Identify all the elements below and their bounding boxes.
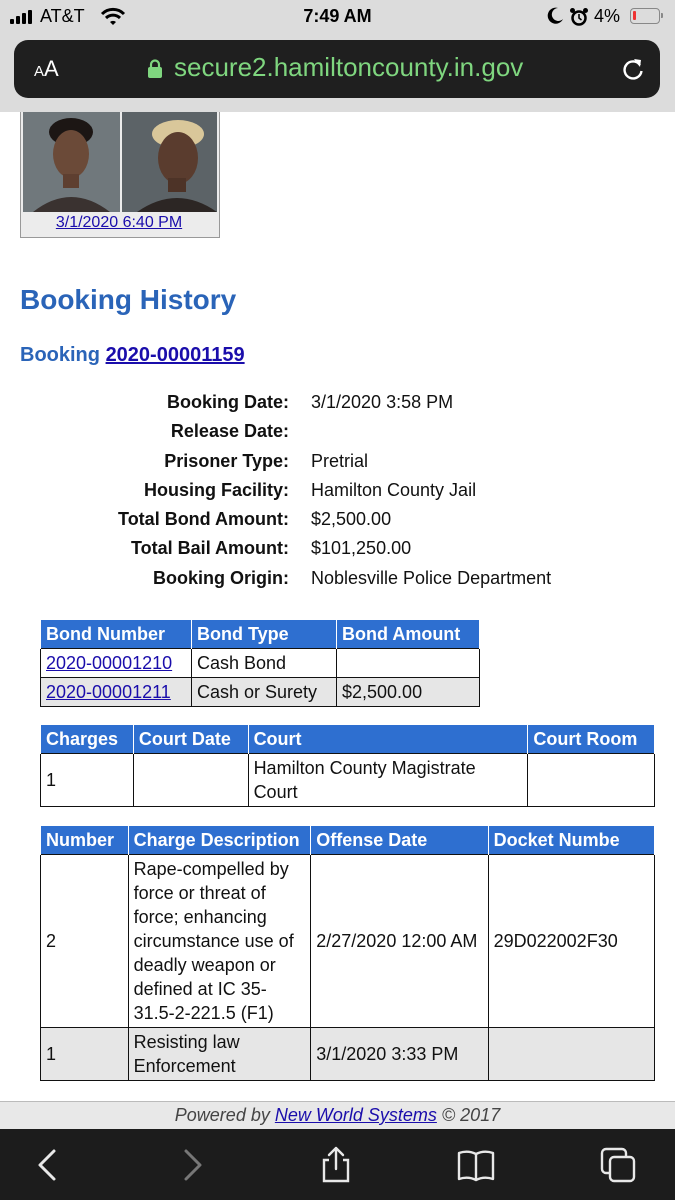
detail-label: Booking Origin: [153, 567, 289, 588]
detail-value: Hamilton County Jail [311, 479, 477, 500]
booking-label: Booking [20, 344, 100, 366]
column-header: Number [41, 826, 129, 855]
back-icon[interactable] [28, 1145, 68, 1185]
detail-value: 3/1/2020 3:58 PM [311, 392, 454, 412]
table-row [41, 855, 655, 1028]
booking-history-heading: Booking History [20, 284, 237, 315]
table-cell: Rape-compelled by force or threat of force; enhancing circumstance use of deadly weapon or defined at IC 35-31.5-2-221.5 (F1) [128, 855, 311, 1028]
column-header: Bond Number [41, 620, 192, 649]
table-header-row [41, 826, 655, 855]
table-header-row [41, 620, 480, 649]
table-cell: 1 [41, 1028, 129, 1081]
table-cell [41, 649, 192, 678]
copyright-text: © 2017 [441, 1105, 501, 1125]
bond-table [40, 619, 480, 707]
table-cell [337, 649, 480, 678]
vendor-link[interactable]: New World Systems [274, 1105, 437, 1125]
table-cell [528, 754, 655, 807]
browser-toolbar [0, 1129, 675, 1200]
table-row [41, 1028, 655, 1081]
table-row [41, 649, 480, 678]
mugshot-date-link[interactable]: 3/1/2020 6:40 PM [55, 214, 183, 231]
bond-number-link[interactable]: 2020-00001211 [46, 682, 171, 702]
detail-label: Total Bail Amount: [131, 538, 289, 559]
url-text[interactable]: secure2.hamiltoncounty.in.gov [174, 52, 524, 82]
table-header-row [41, 725, 655, 754]
detail-value: $2,500.00 [311, 509, 392, 530]
column-header: Court [248, 725, 528, 754]
table-cell [488, 1028, 654, 1081]
table-row [41, 678, 480, 707]
table-cell: $2,500.00 [337, 678, 480, 707]
table-cell: Resisting law Enforcement [128, 1028, 311, 1081]
column-header: Court Room [528, 725, 655, 754]
table-cell: 2/27/2020 12:00 AM [311, 855, 488, 1028]
offense-table [40, 825, 655, 1081]
charges-court-table [40, 724, 655, 807]
table-cell: Cash or Surety [192, 678, 337, 707]
table-cell: 3/1/2020 3:33 PM [311, 1028, 488, 1081]
powered-by-footer [0, 1101, 675, 1129]
table-cell: 1 [41, 754, 134, 807]
column-header: Court Date [133, 725, 248, 754]
column-header: Docket Numbe [488, 826, 654, 855]
share-icon[interactable] [316, 1145, 356, 1185]
table-cell: 29D022002F30 [488, 855, 654, 1028]
table-cell [133, 754, 248, 807]
column-header: Charge Description [128, 826, 311, 855]
column-header: Bond Type [192, 620, 337, 649]
column-header: Bond Amount [337, 620, 480, 649]
powered-by-text: Powered by [174, 1105, 270, 1125]
status-time: 7:49 AM [303, 6, 372, 26]
table-cell: Hamilton County Magistrate Court [248, 754, 528, 807]
detail-value: Noblesville Police Department [311, 567, 552, 588]
tabs-icon[interactable] [598, 1145, 638, 1185]
detail-value: Pretrial [311, 450, 369, 471]
detail-label: Total Bond Amount: [118, 509, 289, 530]
table-cell: 2 [41, 855, 129, 1028]
detail-label: Booking Date: [166, 392, 289, 412]
forward-icon[interactable] [172, 1145, 212, 1185]
bond-number-link[interactable]: 2020-00001210 [46, 653, 173, 673]
column-header: Charges [41, 725, 134, 754]
bookmarks-icon[interactable] [456, 1145, 496, 1185]
detail-value: $101,250.00 [311, 538, 412, 559]
booking-number-link[interactable]: 2020-00001159 [105, 344, 245, 366]
detail-label: Housing Facility: [143, 479, 289, 500]
battery-percent: 4% [594, 6, 621, 26]
carrier-name: AT&T [40, 6, 85, 26]
detail-label: Release Date: [170, 421, 289, 442]
column-header: Offense Date [311, 826, 488, 855]
text-size-button[interactable]: AA [34, 56, 59, 81]
table-cell [41, 678, 192, 707]
table-cell: Cash Bond [192, 649, 337, 678]
detail-label: Prisoner Type: [164, 450, 289, 471]
table-row [41, 754, 655, 807]
